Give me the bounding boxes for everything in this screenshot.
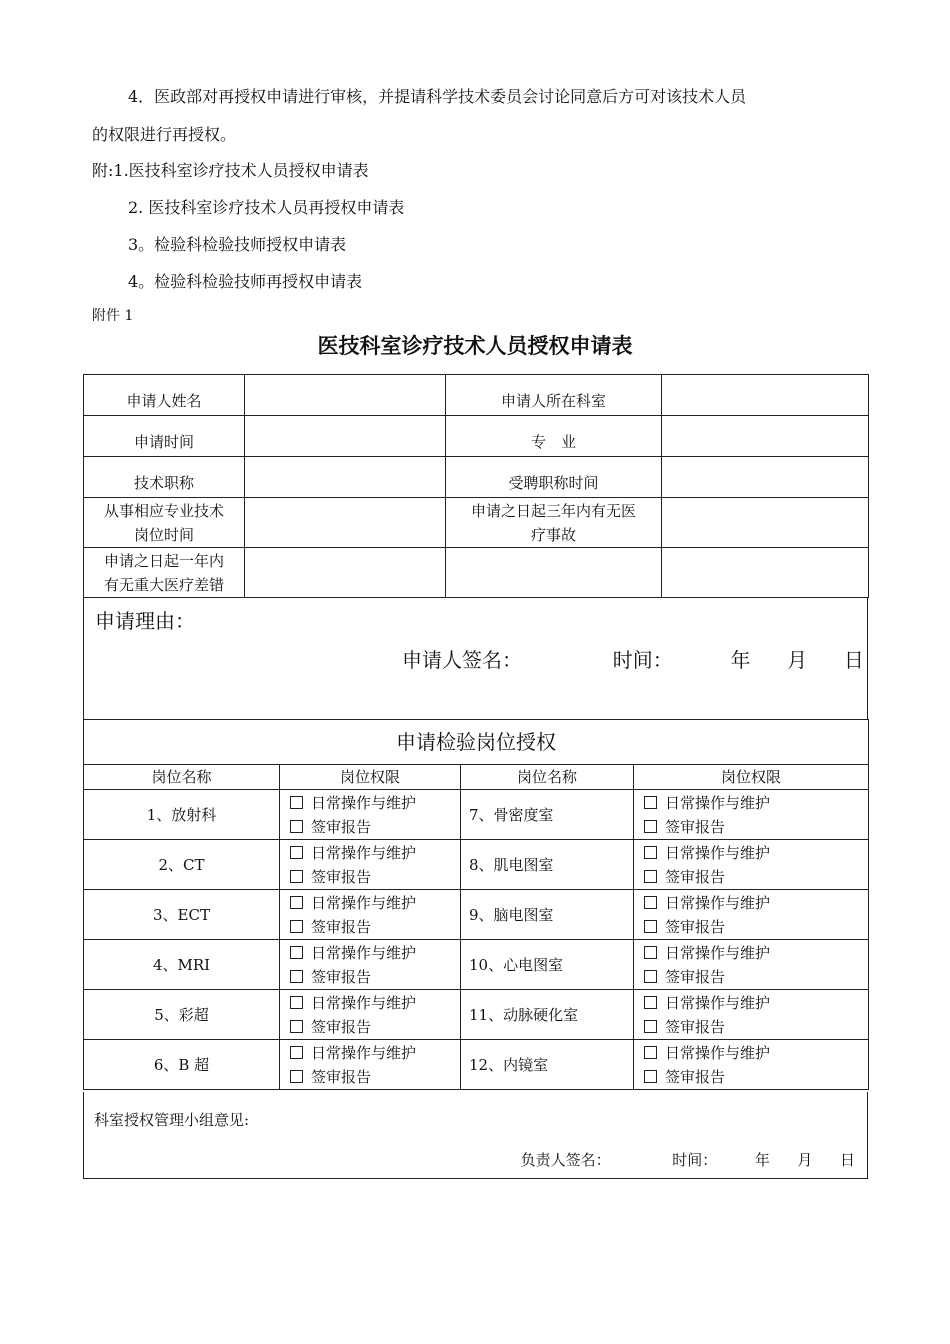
- sign-report-checkbox[interactable]: [644, 870, 657, 883]
- opinion-time-label: 时间：: [672, 1151, 718, 1169]
- sign-report-label: 签审报告: [311, 1017, 372, 1036]
- attachment-item-3: 3。检验科检验技师授权申请表: [128, 235, 347, 254]
- post-name-left: 5、彩超: [84, 990, 280, 1040]
- field-major[interactable]: [662, 416, 869, 457]
- daily-operation-checkbox[interactable]: [290, 896, 303, 909]
- permission-cell-left-2: [280, 840, 461, 890]
- post-name-right: 10、心电图室: [461, 940, 634, 990]
- opinion-day: 日: [839, 1151, 855, 1169]
- label-hire-time: 受聘职称时间: [446, 457, 662, 498]
- label-post-time: [84, 498, 245, 548]
- supervisor-signature-label: 负责人签名：: [520, 1151, 611, 1169]
- sign-report-checkbox[interactable]: [290, 870, 303, 883]
- sign-report-checkbox[interactable]: [644, 820, 657, 833]
- column-post-right: 岗位名称: [461, 765, 634, 790]
- daily-operation-option[interactable]: [644, 791, 868, 815]
- column-post-left: 岗位名称: [84, 765, 280, 790]
- attachment-item-1: 附:1.医技科室诊疗技术人员授权申请表: [92, 161, 369, 180]
- column-perm-right: 岗位权限: [634, 765, 869, 790]
- authorization-row: [84, 990, 869, 1040]
- opinion-month: 月: [797, 1151, 813, 1169]
- daily-operation-option[interactable]: [644, 841, 868, 865]
- label-accident: [446, 498, 662, 548]
- field-blank-b[interactable]: [662, 548, 869, 598]
- daily-operation-option[interactable]: [644, 941, 868, 965]
- daily-operation-label: 日常操作与维护: [665, 1043, 771, 1062]
- reason-label: 申请理由：: [95, 609, 195, 633]
- sign-report-option[interactable]: [290, 815, 460, 839]
- label-post-time-line-1: 从事相应专业技术: [103, 501, 224, 520]
- sign-report-option[interactable]: [644, 815, 868, 839]
- field-applicant-name[interactable]: [245, 375, 446, 416]
- sign-report-label: 签审报告: [665, 867, 726, 886]
- permission-cell-right-6: [634, 1040, 869, 1090]
- authorization-row: [84, 790, 869, 840]
- attachment-item-4: 4。检验科检验技师再授权申请表: [128, 272, 363, 291]
- intro-paragraph-4-line-1: 4．医政部对再授权申请进行审核，并提请科学技术委员会讨论同意后方可对该技术人员: [128, 87, 747, 106]
- daily-operation-option[interactable]: [290, 941, 460, 965]
- sign-report-checkbox[interactable]: [644, 920, 657, 933]
- sign-report-checkbox[interactable]: [290, 820, 303, 833]
- daily-operation-option[interactable]: [644, 991, 868, 1015]
- daily-operation-checkbox[interactable]: [644, 996, 657, 1009]
- sign-report-option[interactable]: [644, 865, 868, 889]
- post-name-left: 6、B 超: [84, 1040, 280, 1090]
- daily-operation-label: 日常操作与维护: [665, 843, 771, 862]
- authorization-row: [84, 1040, 869, 1090]
- reason-time-label: 时间：: [612, 648, 673, 672]
- label-applicant-name: 申请人姓名: [84, 375, 245, 416]
- daily-operation-option[interactable]: [644, 1041, 868, 1065]
- daily-operation-label: 日常操作与维护: [665, 993, 771, 1012]
- daily-operation-option[interactable]: [290, 791, 460, 815]
- sign-report-checkbox[interactable]: [290, 970, 303, 983]
- post-name-right: 9、脑电图室: [461, 890, 634, 940]
- permission-cell-left-4: [280, 940, 461, 990]
- post-name-left: 4、MRI: [84, 940, 280, 990]
- opinion-year: 年: [754, 1151, 770, 1169]
- permission-cell-right-5: [634, 990, 869, 1040]
- annex-label: 附件 1: [92, 308, 134, 324]
- authorization-heading: 申请检验岗位授权: [84, 720, 869, 765]
- label-major-error: [84, 548, 245, 598]
- daily-operation-checkbox[interactable]: [290, 796, 303, 809]
- field-post-time[interactable]: [245, 498, 446, 548]
- daily-operation-label: 日常操作与维护: [311, 893, 417, 912]
- daily-operation-label: 日常操作与维护: [311, 793, 417, 812]
- sign-report-label: 签审报告: [311, 1067, 372, 1086]
- sign-report-checkbox[interactable]: [290, 920, 303, 933]
- label-apply-time: 申请时间: [84, 416, 245, 457]
- applicant-signature-label: 申请人签名：: [402, 648, 522, 672]
- daily-operation-checkbox[interactable]: [290, 846, 303, 859]
- post-authorization-table: [83, 719, 869, 1090]
- authorization-row: [84, 940, 869, 990]
- daily-operation-option[interactable]: [290, 1041, 460, 1065]
- permission-cell-right-2: [634, 840, 869, 890]
- sign-report-label: 签审报告: [311, 967, 372, 986]
- field-technical-title[interactable]: [245, 457, 446, 498]
- label-applicant-dept: 申请人所在科室: [446, 375, 662, 416]
- sign-report-option[interactable]: [644, 965, 868, 989]
- permission-cell-left-3: [280, 890, 461, 940]
- permission-cell-right-1: [634, 790, 869, 840]
- post-name-right: 12、内镜室: [461, 1040, 634, 1090]
- label-accident-line-2: 疗事故: [530, 525, 576, 544]
- daily-operation-label: 日常操作与维护: [665, 893, 771, 912]
- authorization-row: [84, 890, 869, 940]
- sign-report-label: 签审报告: [665, 1067, 726, 1086]
- field-apply-time[interactable]: [245, 416, 446, 457]
- sign-report-label: 签审报告: [665, 917, 726, 936]
- daily-operation-label: 日常操作与维护: [665, 943, 771, 962]
- sign-report-label: 签审报告: [311, 867, 372, 886]
- field-major-error[interactable]: [245, 548, 446, 598]
- field-accident[interactable]: [662, 498, 869, 548]
- field-hire-time[interactable]: [662, 457, 869, 498]
- daily-operation-label: 日常操作与维护: [311, 843, 417, 862]
- supervisor-signature-line: [521, 1149, 855, 1170]
- sign-report-label: 签审报告: [311, 817, 372, 836]
- sign-report-option[interactable]: [644, 1065, 868, 1089]
- sign-report-label: 签审报告: [665, 1017, 726, 1036]
- field-blank-a[interactable]: [446, 548, 662, 598]
- reason-day: 日: [843, 648, 864, 672]
- daily-operation-option[interactable]: [290, 841, 460, 865]
- authorization-row: [84, 840, 869, 890]
- permission-cell-left-5: [280, 990, 461, 1040]
- field-applicant-dept[interactable]: [662, 375, 869, 416]
- sign-report-label: 签审报告: [665, 967, 726, 986]
- reason-month: 月: [787, 648, 808, 672]
- daily-operation-label: 日常操作与维护: [311, 1043, 417, 1062]
- daily-operation-checkbox[interactable]: [644, 896, 657, 909]
- label-major-error-line-1: 申请之日起一年内: [103, 551, 224, 570]
- permission-cell-right-4: [634, 940, 869, 990]
- sign-report-option[interactable]: [290, 965, 460, 989]
- label-technical-title: 技术职称: [84, 457, 245, 498]
- sign-report-checkbox[interactable]: [644, 970, 657, 983]
- permission-cell-left-6: [280, 1040, 461, 1090]
- applicant-signature-line: [402, 644, 864, 673]
- applicant-info-table: [83, 374, 869, 598]
- daily-operation-label: 日常操作与维护: [311, 943, 417, 962]
- permission-cell-right-3: [634, 890, 869, 940]
- sign-report-option[interactable]: [290, 865, 460, 889]
- daily-operation-checkbox[interactable]: [644, 796, 657, 809]
- department-opinion-section[interactable]: [83, 1092, 868, 1179]
- post-name-right: 8、肌电图室: [461, 840, 634, 890]
- daily-operation-label: 日常操作与维护: [311, 993, 417, 1012]
- sign-report-checkbox[interactable]: [644, 1070, 657, 1083]
- sign-report-checkbox[interactable]: [290, 1070, 303, 1083]
- daily-operation-checkbox[interactable]: [644, 1046, 657, 1059]
- sign-report-label: 签审报告: [665, 817, 726, 836]
- sign-report-option[interactable]: [644, 1015, 868, 1039]
- daily-operation-checkbox[interactable]: [290, 996, 303, 1009]
- post-name-left: 1、放射科: [84, 790, 280, 840]
- label-accident-line-1: 申请之日起三年内有无医: [470, 501, 636, 520]
- sign-report-checkbox[interactable]: [290, 1020, 303, 1033]
- daily-operation-option[interactable]: [290, 891, 460, 915]
- sign-report-option[interactable]: [290, 915, 460, 939]
- daily-operation-option[interactable]: [644, 891, 868, 915]
- daily-operation-checkbox[interactable]: [644, 946, 657, 959]
- sign-report-checkbox[interactable]: [644, 1020, 657, 1033]
- daily-operation-option[interactable]: [290, 991, 460, 1015]
- sign-report-option[interactable]: [290, 1065, 460, 1089]
- intro-paragraph-4-line-2: 的权限进行再授权。: [92, 125, 237, 144]
- column-perm-left: 岗位权限: [280, 765, 461, 790]
- permission-cell-left-1: [280, 790, 461, 840]
- sign-report-label: 签审报告: [311, 917, 372, 936]
- label-major: 专 业: [446, 416, 662, 457]
- daily-operation-checkbox[interactable]: [290, 1046, 303, 1059]
- opinion-label: 科室授权管理小组意见:: [94, 1111, 250, 1129]
- post-name-left: 3、ECT: [84, 890, 280, 940]
- label-major-error-line-2: 有无重大医疗差错: [103, 575, 224, 594]
- post-name-left: 2、CT: [84, 840, 280, 890]
- reason-year: 年: [730, 648, 751, 672]
- sign-report-option[interactable]: [290, 1015, 460, 1039]
- label-post-time-line-2: 岗位时间: [133, 525, 194, 544]
- post-name-right: 11、动脉硬化室: [461, 990, 634, 1040]
- form-title: 医技科室诊疗技术人员授权申请表: [317, 334, 633, 358]
- daily-operation-checkbox[interactable]: [290, 946, 303, 959]
- application-reason-section[interactable]: [83, 597, 868, 720]
- sign-report-option[interactable]: [644, 915, 868, 939]
- daily-operation-checkbox[interactable]: [644, 846, 657, 859]
- attachment-item-2: 2. 医技科室诊疗技术人员再授权申请表: [128, 198, 405, 217]
- post-name-right: 7、骨密度室: [461, 790, 634, 840]
- daily-operation-label: 日常操作与维护: [665, 793, 771, 812]
